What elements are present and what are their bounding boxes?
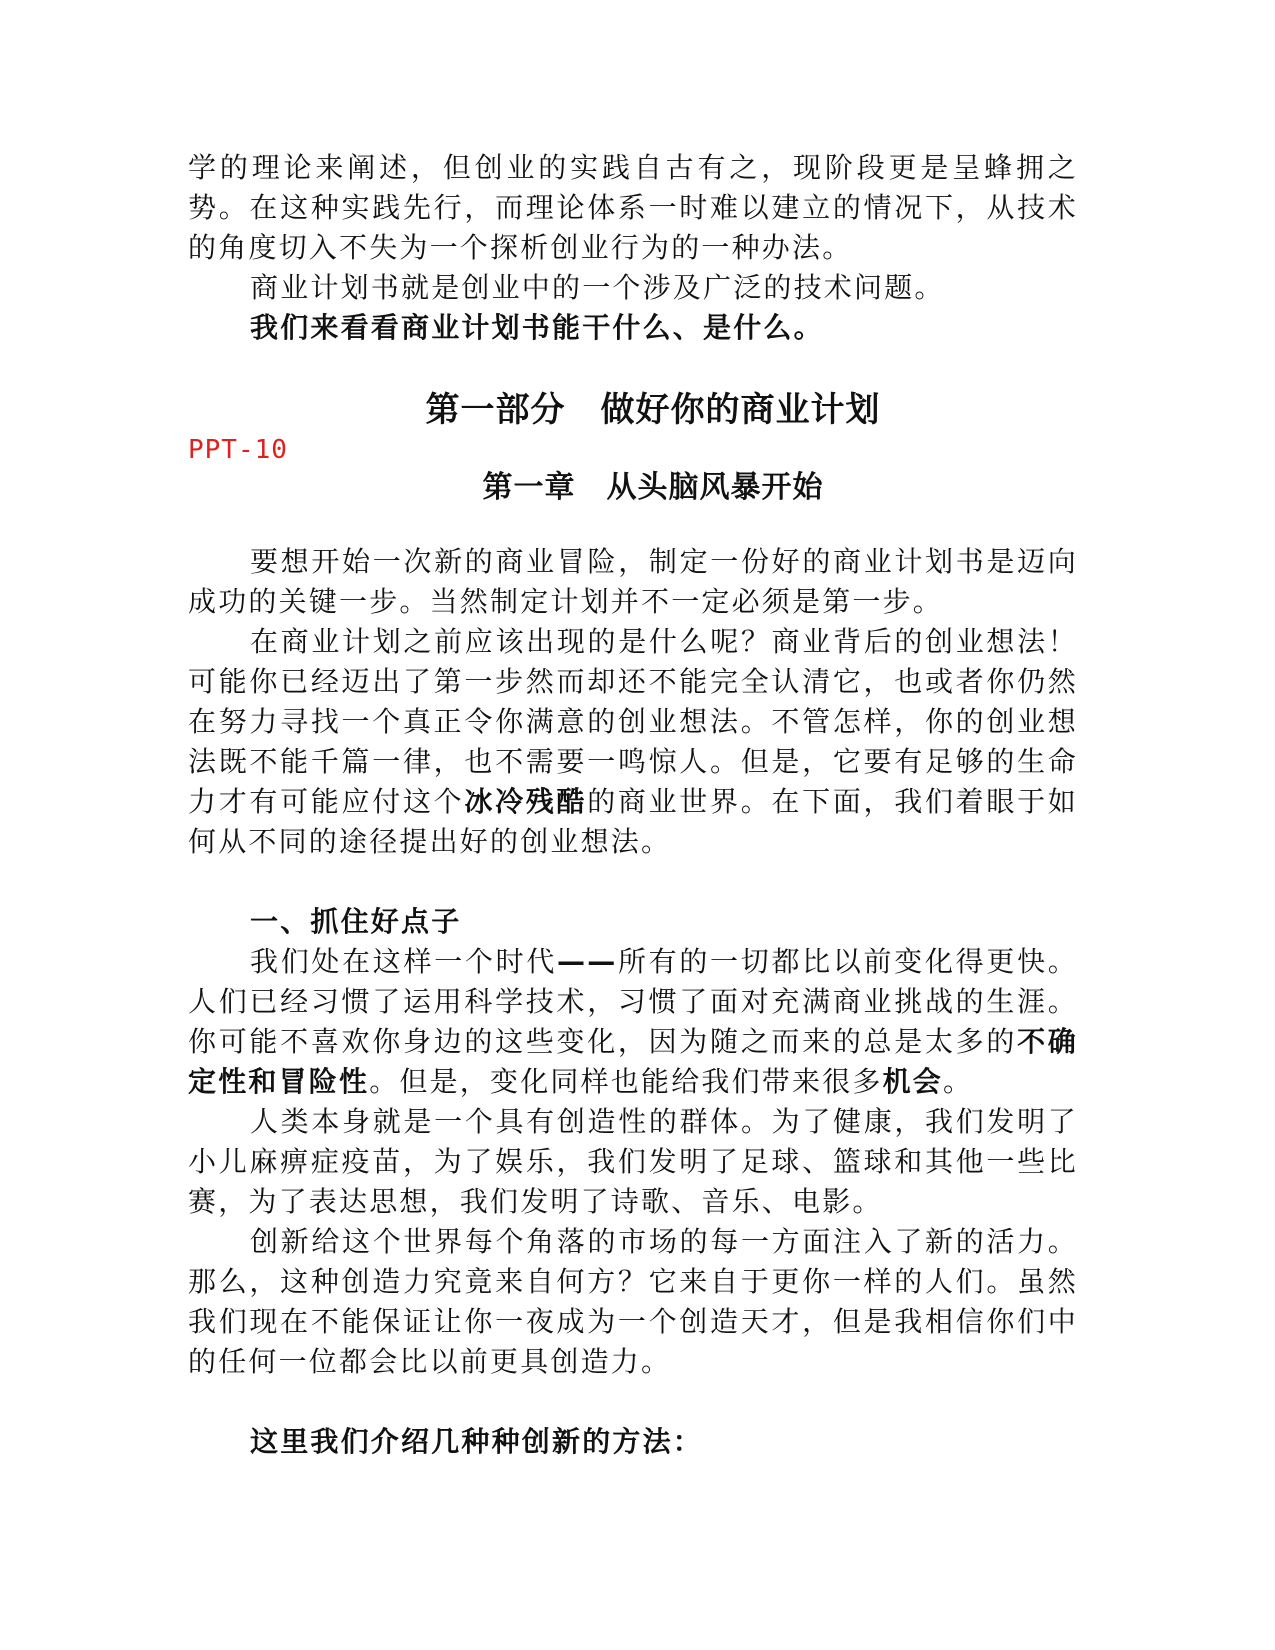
intro-lead-paragraph: 我们来看看商业计划书能干什么、是什么。 [250, 311, 824, 344]
section-1-paragraph-1 [188, 942, 1078, 1102]
intro-tech-paragraph: 商业计划书就是创业中的一个涉及广泛的技术问题。 [250, 271, 945, 304]
chapter-paragraph-2 [188, 622, 1078, 862]
em-dash: —— [557, 945, 618, 978]
spacer [188, 348, 1078, 388]
section-1-paragraph-2: 人类本身就是一个具有创造性的群体。为了健康，我们发明了小儿麻痹症疫苗，为了娱乐，我们发明了足球、篮球和其他一些比赛，为了表达思想，我们发明了诗歌、音乐、电影。 [188, 1105, 1078, 1218]
chapter-paragraph-2-text-a: 在商业计划之前应该出现的是什么呢？商业背后的创业想法！可能你已经迈出了第一步然而却还不能完全认清它，也或者你仍然在努力寻找一个真正令你满意的创业想法。不管怎样，你的创业想法既不能千篇一律，也不需要一鸣惊人。但是，它要有足够的生命力才有可能应付这个 [188, 625, 1078, 818]
spacer [188, 862, 1078, 902]
emphasis-uncertainty-risk: 不确定性和冒险性 [188, 1025, 1079, 1098]
intro-continued-paragraph: 学的理论来阐述，但创业的实践自古有之，现阶段更是呈蜂拥之势。在这种实践先行，而理论体系一时难以建立的情况下，从技术的角度切入不失为一个探析创业行为的一种办法。 [188, 151, 1078, 264]
chapter-paragraph-1: 要想开始一次新的商业冒险，制定一份好的商业计划书是迈向成功的关键一步。当然制定计划并不一定必须是第一步。 [188, 545, 1078, 618]
section-1-heading: 一、抓住好点子 [250, 905, 462, 938]
section-1-paragraph-1-text-d: 。 [943, 1065, 974, 1098]
section-1-paragraph-1-text-c: 。但是，变化同样也能给我们带来很多 [369, 1065, 883, 1098]
section-1-paragraph-1-text-b: 所有的一切都比以前变化得更快。人们已经习惯了运用科学技术，习惯了面对充满商业挑战的生涯。你可能不喜欢你身边的这些变化，因为随之而来的总是太多的 [188, 945, 1078, 1058]
spacer [188, 508, 1078, 542]
spacer [188, 1382, 1078, 1422]
part-title: 第一部分 做好你的商业计划 [425, 390, 881, 430]
methods-lead: 这里我们介绍几种种创新的方法： [250, 1425, 704, 1458]
slide-reference: PPT-10 [188, 435, 288, 465]
section-1-paragraph-1-text-a: 我们处在这样一个时代 [250, 945, 558, 978]
emphasis-cold-cruel: 冰冷残酷 [464, 785, 588, 818]
emphasis-opportunity: 机会 [882, 1065, 944, 1098]
chapter-title: 第一章 从头脑风暴开始 [482, 470, 824, 505]
chapter-paragraph-2-text-b: 的商业世界。在下面，我们着眼于如何从不同的途径提出好的创业想法。 [188, 785, 1078, 858]
page-body [188, 148, 1078, 1462]
section-1-paragraph-3: 创新给这个世界每个角落的市场的每一方面注入了新的活力。那么，这种创造力究竟来自何方？它来自于更你一样的人们。虽然我们现在不能保证让你一夜成为一个创造天才，但是我相信你们中的任何一位都会比以前更具创造力。 [188, 1225, 1078, 1378]
